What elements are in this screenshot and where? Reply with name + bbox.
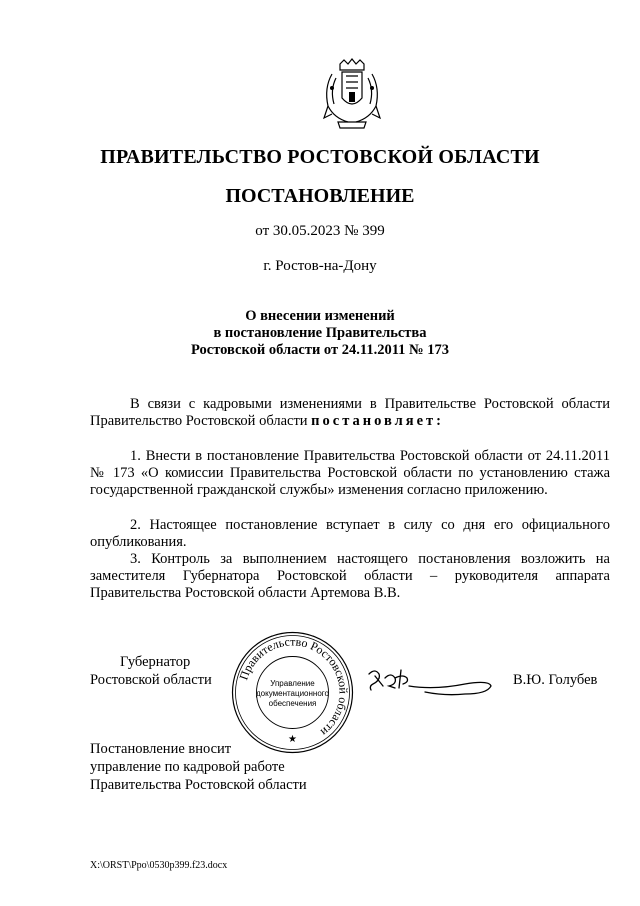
- city: г. Ростов-на-Дону: [263, 258, 377, 274]
- government-title: ПРАВИТЕЛЬСТВО РОСТОВСКОЙ ОБЛАСТИ: [100, 146, 540, 168]
- paragraph-1: 1. Внести в постановление Правительства Ростовской области от 24.11.2011 № 173 «О комиссии Правительства Ростовской области по установлению стажа государственной гражданской службы» изменения согласно приложению.: [90, 448, 610, 498]
- intro-emphasis: постановляет:: [311, 413, 445, 429]
- introduced-by-block: [90, 740, 307, 794]
- subject-line-3: Ростовской области от 24.11.2011 № 173: [191, 342, 449, 358]
- signatory-position: [90, 653, 212, 689]
- seal-center-line-2: документационного: [256, 689, 329, 698]
- handwritten-signature: [365, 664, 495, 699]
- date-number: от 30.05.2023 № 399: [255, 223, 385, 239]
- intro-text: В связи с кадровыми изменениями в Правительстве Ростовской области Правительство Ростовской области: [90, 396, 610, 429]
- intro-paragraph: [90, 396, 610, 430]
- paragraph-2: 2. Настоящее постановление вступает в силу со дня его официального опубликования.: [90, 517, 610, 550]
- signatory-name: В.Ю. Голубев: [513, 672, 598, 688]
- file-path: X:\ORST\Ppo\0530p399.f23.docx: [90, 860, 228, 871]
- position-line-2: Ростовской области: [90, 672, 212, 688]
- position-line-1: Губернатор: [120, 654, 191, 670]
- subject-line-1: О внесении изменений: [245, 308, 395, 324]
- seal-ring-text: Правительство Ростовской области: [236, 634, 351, 740]
- introduced-by-line-2: управление по кадровой работе: [90, 759, 285, 775]
- introduced-by-line-1: Постановление вносит: [90, 741, 232, 757]
- paragraph-3: 3. Контроль за выполнением настоящего постановления возложить на заместителя Губернатора Ростовской области – руководителя аппарата Правительства Ростовской области Артемова В.В.: [90, 551, 610, 601]
- document-type: ПОСТАНОВЛЕНИЕ: [225, 185, 415, 207]
- seal-stamp: [230, 630, 355, 755]
- seal-center-line-3: обеспечения: [268, 699, 317, 708]
- coat-of-arms-icon: [318, 58, 386, 130]
- introduced-by-line-3: Правительства Ростовской области: [90, 777, 307, 793]
- svg-text:★: ★: [288, 734, 297, 745]
- subject-line-2: в постановление Правительства: [213, 325, 427, 341]
- seal-center-line-1: Управление: [270, 679, 315, 688]
- document-subject: [0, 308, 640, 359]
